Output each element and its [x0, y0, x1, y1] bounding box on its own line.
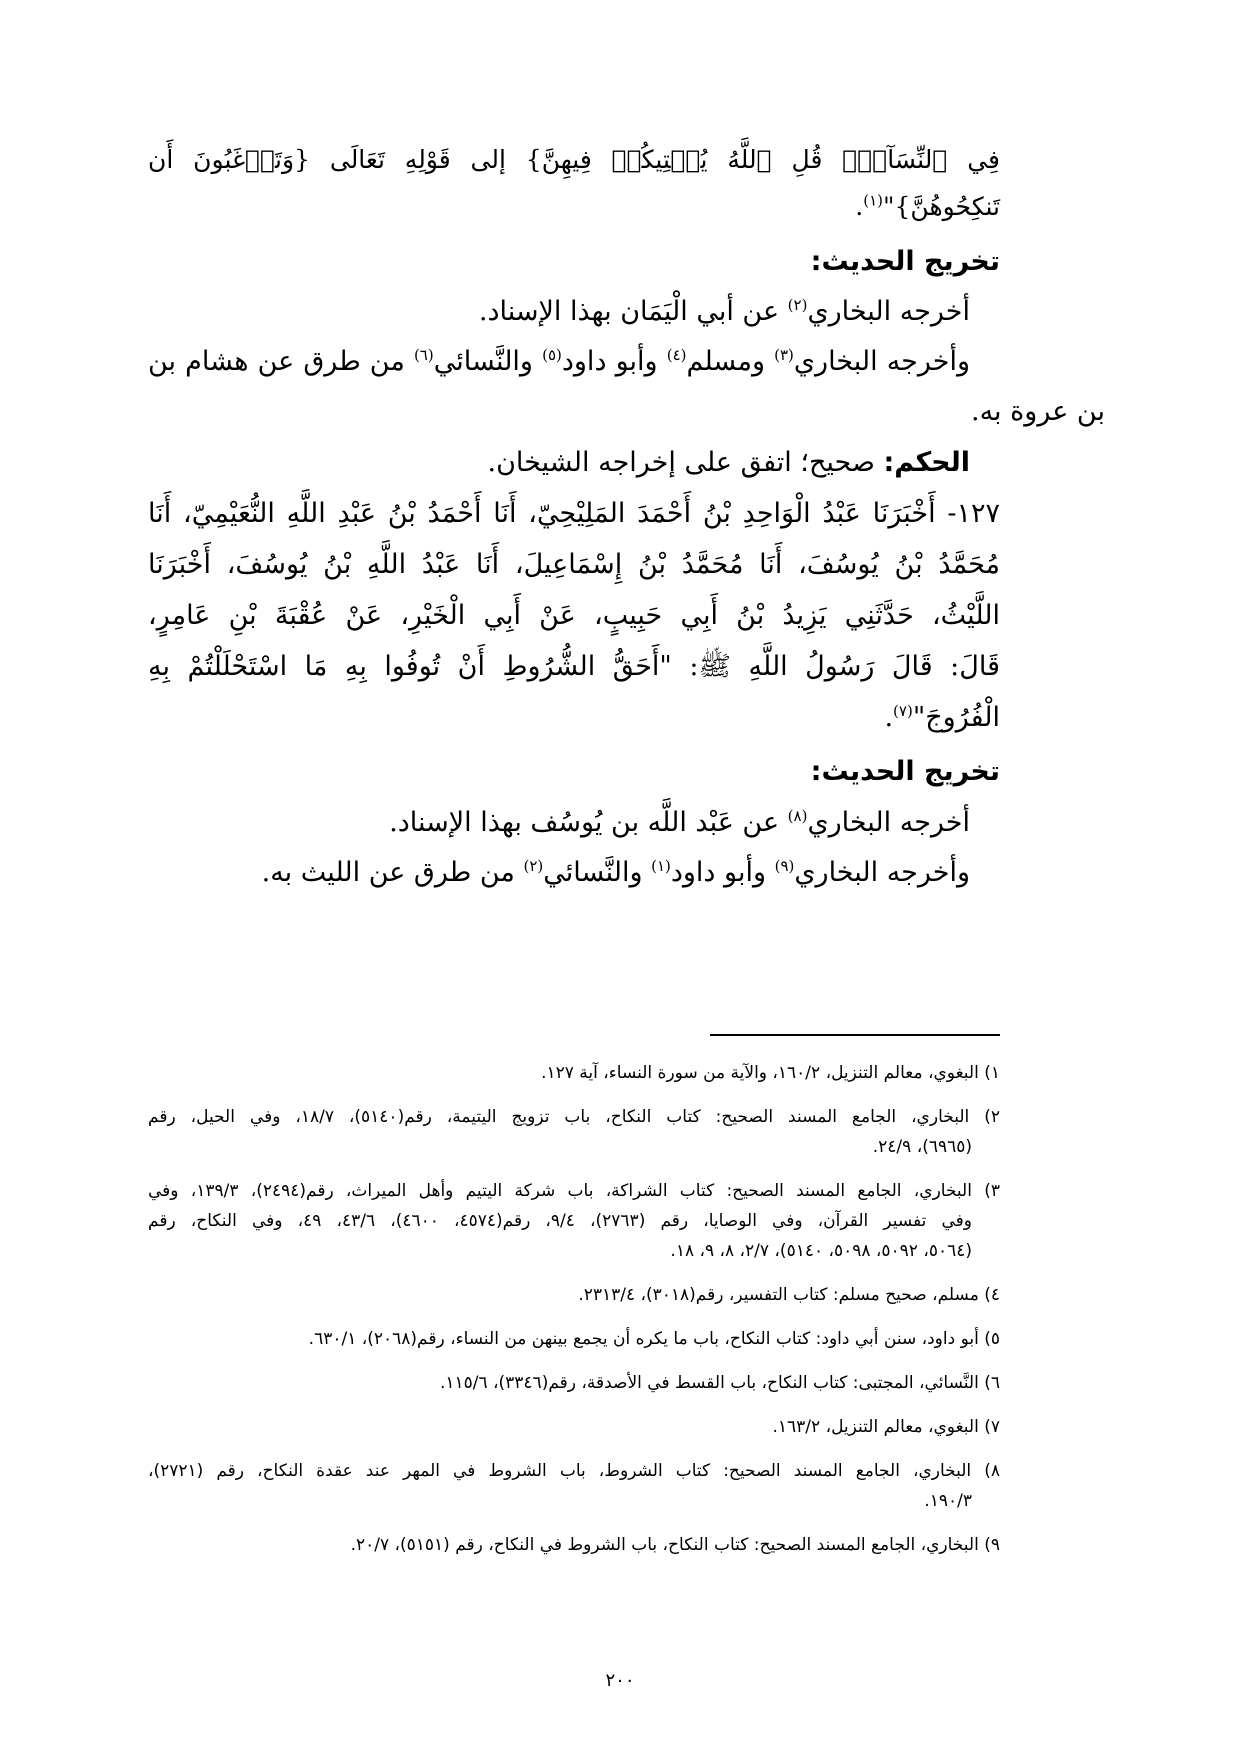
footnote-2-line-2: (٦٩٦٥)، ٢٤/٩. — [872, 1137, 972, 1157]
quran-verse-line-2 — [855, 187, 1000, 227]
text: من طرق عن الليث به. — [261, 857, 524, 888]
quran-verse-line-1: فِي ٱلنِّسَآءِۖ قُلِ ٱللَّهُ يُفۡتِيكُمۡ فِيهِنَّ} إلى قَوْلِهِ تَعَالَى {وَتَرۡغَبُونَ أَن — [148, 145, 1000, 174]
hadith-127-line-3: اللَّيْثُ، حَدَّثَنِي يَزِيدُ بْنُ أَبِي حَبِيبٍ، عَنْ أَبِي الْخَيْرِ، عَنْ عُقْبَةَ بْنِ عَامِرٍ، — [148, 600, 1000, 631]
footnote-separator — [710, 1034, 1000, 1036]
footnote-ref[interactable]: (٥) — [542, 346, 562, 364]
takhrij-line-1 — [479, 292, 970, 332]
text: الْفُرُوجَ" — [912, 702, 1000, 733]
footnote-1: ١) البغوي، معالم التنزيل، ١٦٠/٢، والآية من سورة النساء، آية ١٢٧. — [541, 1063, 1000, 1083]
punctuation: . — [855, 192, 864, 221]
footnote-ref[interactable]: (٨) — [787, 807, 808, 825]
footnote-8-line-1: ٨) البخاري، الجامع المسند الصحيح: كتاب الشروط، باب الشروط في المهر عند عقدة النكاح، رقم (٢٧٢١)، — [148, 1461, 1000, 1481]
footnote-ref[interactable]: (١) — [651, 857, 671, 875]
takhrij-line-3: بن عروة به. — [971, 396, 1105, 427]
footnote-7: ٧) البغوي، معالم التنزيل، ١٦٣/٢. — [772, 1417, 1000, 1437]
hukm-text: صحيح؛ اتفق على إخراجه الشيخان. — [487, 447, 884, 478]
section-heading-takhrij-1: تخريج الحديث: — [810, 246, 1000, 277]
footnote-6: ٦) النَّسائي، المجتبى: كتاب النكاح، باب القسط في الأصدقة، رقم(٣٣٤٦)، ١١٥/٦. — [439, 1373, 1000, 1393]
takhrij-line-2 — [148, 342, 970, 382]
footnote-ref[interactable]: (٧) — [893, 702, 913, 720]
section-heading-takhrij-2: تخريج الحديث: — [810, 756, 1000, 787]
footnote-8-line-2: ١٩٠/٣. — [924, 1491, 972, 1511]
footnote-4: ٤) مسلم، صحيح مسلم: كتاب التفسير، رقم(٣٠١٨)، ٢٣١٣/٤. — [578, 1285, 1000, 1305]
text: أخرجه البخاري — [807, 807, 970, 838]
text: عن أبي الْيَمَان بهذا الإسناد. — [478, 296, 788, 327]
footnote-ref[interactable]: (٣) — [774, 346, 794, 364]
hukm-label: الحكم: — [883, 447, 970, 478]
footnote-3-line-1: ٣) البخاري، الجامع المسند الصحيح: كتاب الشراكة، باب شركة اليتيم وأهل الميراث، رقم(٢٤٩٤)، ١٣٩/٣، وفي — [148, 1181, 1000, 1201]
footnote-2-line-1: ٢) البخاري، الجامع المسند الصحيح: كتاب النكاح، باب تزويج اليتيمة، رقم(٥١٤٠)، ١٨/٧، وفي الحيل، رقم — [148, 1107, 1000, 1127]
footnote-ref[interactable]: (٤) — [666, 346, 687, 364]
footnote-3-line-3: (٥٠٦٤، ٥٠٩٢، ٥٠٩٨، ٥١٤٠)، ٢/٧، ٨، ٩، ١٨. — [670, 1241, 972, 1261]
page-number: ٢٠٠ — [605, 1670, 635, 1691]
hadith-127-line-5 — [884, 698, 1000, 738]
text: أخرجه البخاري — [807, 296, 970, 327]
text: والنَّسائي — [433, 346, 543, 377]
text: عن عَبْد اللَّه بن يُوسُف بهذا الإسناد. — [389, 807, 788, 838]
hukm-line — [488, 443, 971, 483]
footnote-ref[interactable]: (٢) — [787, 296, 808, 314]
hadith-127-line-1: ١٢٧- أَخْبَرَنَا عَبْدُ الْوَاحِدِ بْنُ أَحْمَدَ المَلِيْحِيّ، أَنَا أَحْمَدُ بْنُ عَبْدِ اللَّهِ النُّعَيْمِيّ، أَنَا — [148, 498, 1000, 529]
punctuation: . — [884, 702, 894, 733]
footnote-ref[interactable]: (١) — [863, 191, 884, 210]
footnote-3-line-2: وفي تفسير القرآن، وفي الوصايا، رقم (٢٧٦٣)، ٩/٤، رقم(٤٥٧٤، ٤٦٠٠)، ٤٣/٦، ٤٩، وفي النكاح، رقم — [148, 1211, 972, 1231]
text: والنَّسائي — [543, 857, 652, 888]
footnote-ref[interactable]: (٦) — [413, 346, 434, 364]
text: وأبو داود — [561, 346, 667, 377]
takhrij-2-line-1 — [389, 803, 970, 843]
hadith-127-line-4: قَالَ: قَالَ رَسُولُ اللَّهِ ﷺ: "أَحَقُّ الشُّرُوطِ أَنْ تُوفُوا بِهِ مَا اسْتَحْلَلْتُمْ بِهِ — [148, 651, 1000, 682]
footnote-5: ٥) أبو داود، سنن أبي داود: كتاب النكاح، باب ما يكره أن يجمع بينهن من النساء، رقم(٢٠٦٨)، ٦٣٠/١. — [308, 1329, 1000, 1349]
footnote-9: ٩) البخاري، الجامع المسند الصحيح: كتاب النكاح، باب الشروط في النكاح، رقم (٥١٥١)، ٢٠/٧. — [350, 1535, 1000, 1555]
text: ومسلم — [686, 346, 775, 377]
text: وأبو داود — [670, 857, 775, 888]
takhrij-2-line-2 — [262, 853, 970, 893]
footnote-ref[interactable]: (٩) — [774, 857, 795, 875]
text: وأخرجه البخاري — [794, 857, 970, 888]
hadith-127-line-2: مُحَمَّدُ بْنُ يُوسُفَ، أَنَا مُحَمَّدُ بْنُ إِسْمَاعِيلَ، أَنَا عَبْدُ اللَّهِ بْنُ يُوسُفَ، أَخْبَرَنَا — [148, 549, 1000, 580]
text: وأخرجه البخاري — [793, 346, 971, 377]
verse-end-text: تَنكِحُوهُنَّ}" — [883, 192, 1000, 221]
text: من طرق عن هشام بن — [148, 346, 414, 377]
footnote-ref[interactable]: (٢) — [523, 857, 544, 875]
